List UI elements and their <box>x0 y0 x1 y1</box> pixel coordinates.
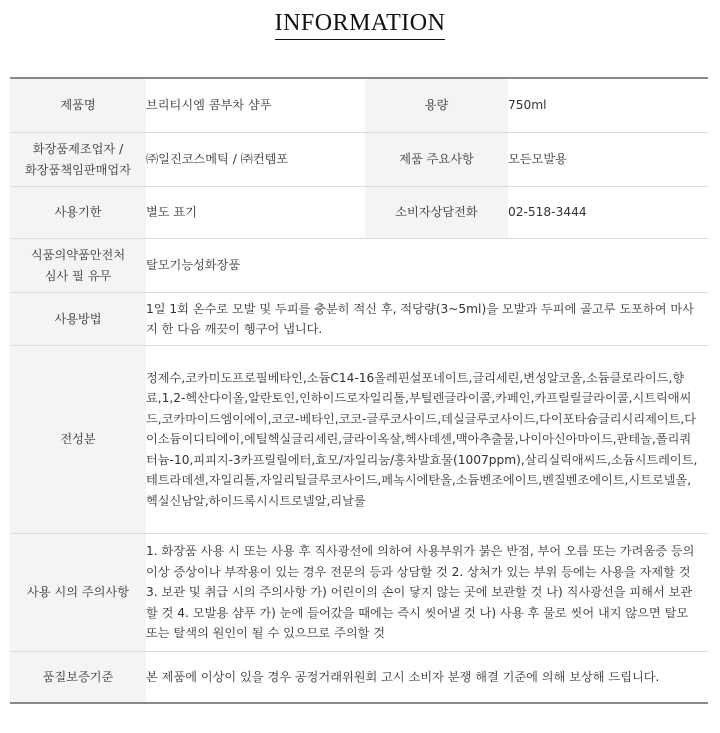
ingredients-value: 정제수,코카미도프로필베타인,소듐C14-16올레핀설포네이트,글리세린,변성알코올,소듐클로라이드,향료,1,2-헥산다이올,알란토인,인하이드로자일리톨,부틸렌글라이콜,카페인,카프릴릴글라이콜,시트릭애씨드,코카마이드엠이에이,코코-베타인,코코-글루코사이드,데실글루코사이드,다이포타슘글리시리제이트,다이소듐이디티에이,에틸헥실글리세린,글라이옥살,헥사데센,맥아추출물,나이아신아마이드,판테놀,폴리쿼터늄-10,피피지-3카프릴릴에터,효모/자일리눔/홍차발효물(1007ppm),살리실릭애씨드,소듐시트레이트,테트라데센,자일리톨,자일리틸글루코사이드,페녹시에탄올,소듐벤조에이트,벤질벤조에이트,시트로넬올,헥실신남알,하이드록시시트로넬알,리날룰 <box>146 346 708 534</box>
table-row <box>10 346 708 534</box>
product-info-table <box>10 77 708 704</box>
usage-value: 1일 1회 온수로 모발 및 두피를 충분히 적신 후, 적당량(3~5ml)을 모발과 두피에 골고루 도포하여 마사지 한 다음 깨끗이 헹구어 냅니다. <box>146 293 708 346</box>
manufacturer-label <box>10 133 146 187</box>
table-row <box>10 78 708 133</box>
table-row <box>10 133 708 187</box>
consumer-phone-label: 소비자상담전화 <box>365 187 508 239</box>
title-wrap <box>0 8 720 40</box>
cautions-label: 사용 시의 주의사항 <box>10 534 146 652</box>
table-row <box>10 534 708 652</box>
warranty-label: 품질보증기준 <box>10 652 146 704</box>
table-row <box>10 293 708 346</box>
mfds-review-label <box>10 239 146 293</box>
mfds-review-value: 탈모기능성화장품 <box>146 239 708 293</box>
spec-value: 모든모발용 <box>508 133 708 187</box>
ingredients-label: 전성분 <box>10 346 146 534</box>
table-row <box>10 187 708 239</box>
table-row <box>10 652 708 704</box>
product-name-value: 브리티시엠 콤부차 샴푸 <box>146 78 365 133</box>
manufacturer-value: ㈜일진코스메틱 / ㈜컨템포 <box>146 133 365 187</box>
expiry-label: 사용기한 <box>10 187 146 239</box>
table-row <box>10 239 708 293</box>
product-name-label: 제품명 <box>10 78 146 133</box>
expiry-value: 별도 표기 <box>146 187 365 239</box>
cautions-value: 1. 화장품 사용 시 또는 사용 후 직사광선에 의하여 사용부위가 붉은 반점, 부어 오름 또는 가려움증 등의 이상 증상이나 부작용이 있는 경우 전문의 등과 상담할 것 2. 상처가 있는 부위 등에는 사용을 자제할 것 3. 보관 및 취급 시의 주의사항 가) 어린이의 손이 닿지 않는 곳에 보관할 것 나) 직사광선을 피해서 보관할 것 4. 모발용 샴푸 가) 눈에 들어갔을 때에는 즉시 씻어낼 것 나) 사용 후 물로 씻어 내지 않으면 탈모 또는 탈색의 원인이 될 수 있으므로 주의할 것 <box>146 534 708 652</box>
manufacturer-label-line2: 화장품책임판매업자 <box>25 162 131 177</box>
warranty-value: 본 제품에 이상이 있을 경우 공정거래위원회 고시 소비자 분쟁 해결 기준에 의해 보상해 드립니다. <box>146 652 708 704</box>
spec-label: 제품 주요사항 <box>365 133 508 187</box>
usage-label: 사용방법 <box>10 293 146 346</box>
volume-value: 750ml <box>508 78 708 133</box>
mfds-review-label-line1: 식품의약품안전처 <box>30 248 126 262</box>
consumer-phone-value: 02-518-3444 <box>508 187 708 239</box>
volume-label: 용량 <box>365 78 508 133</box>
page-title: INFORMATION <box>275 8 446 40</box>
manufacturer-label-line1: 화장품제조업자 / <box>32 142 124 156</box>
mfds-review-label-line2: 심사 필 유무 <box>44 268 112 283</box>
